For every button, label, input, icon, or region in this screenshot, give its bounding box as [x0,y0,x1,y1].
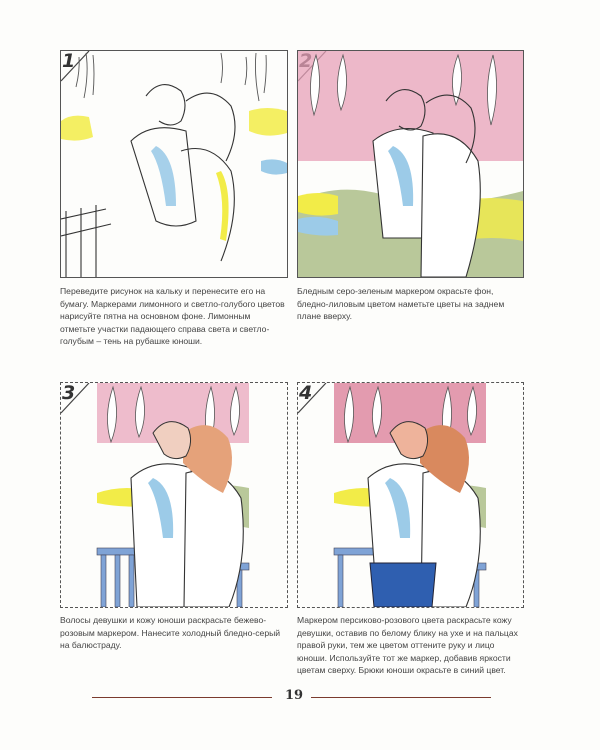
step-1-illustration [61,51,287,277]
step-3-number: 3 [62,382,76,404]
step-3-illustration [61,383,287,607]
step-4-number: 4 [299,382,313,404]
step-2-caption: Бледным серо-зеленым маркером окрасьте фон, бледно-лиловым цветом наметьте цветы на заднем плане вверху. [297,286,505,322]
footer-line-left [92,697,272,698]
step-4-caption: Маркером персиково-розового цвета раскрасьте кожу девушки, оставив по белому блику на ухе и на пальцах правой руки, тем же цветом оттените руку и лицо юноши. Используйте тот же маркер, добавив яркости цветам сверху. Брюки юноши окрасьте в синий цвет. [297,615,518,676]
step-1-number: 1 [62,50,76,72]
step-4-illustration [298,383,523,607]
page-number: 19 [285,688,304,703]
step-1-caption: Переведите рисунок на кальку и перенесите его на бумагу. Маркерами лимонного и светло-голубого цветов нарисуйте пятна на основном фоне. Лимонным отметьте участки падающего справа света и светло-голубым – тень на рубашке юноши. [60,286,285,347]
step-2-illustration [298,51,523,277]
footer-line-right [311,697,491,698]
step-3-caption: Волосы девушки и кожу юноши раскрасьте бежево-розовым маркером. Нанесите холодный бледно-серый на балюстраду. [60,615,281,651]
